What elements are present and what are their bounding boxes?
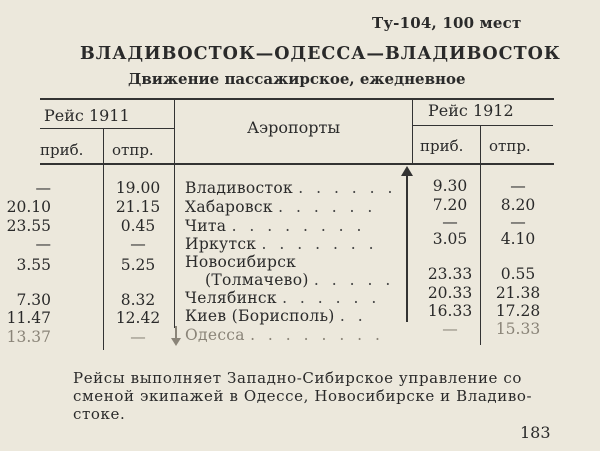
table-cell: 9.30 bbox=[432, 177, 468, 195]
table-cell: 11.47 bbox=[6, 309, 51, 327]
airport-name: Владивосток . . . . . . bbox=[185, 179, 397, 197]
right-arr-label: приб. bbox=[420, 137, 464, 155]
airport-name-secondary: (Толмачево) . . . . . bbox=[205, 271, 395, 289]
table-cell: 21.38 bbox=[495, 284, 541, 302]
airport-name: Чита . . . . . . . . bbox=[185, 217, 366, 235]
table-cell: — bbox=[130, 328, 146, 346]
table-cell: 0.55 bbox=[500, 265, 536, 283]
table-cell: 7.30 bbox=[16, 291, 51, 309]
airport-name: Хабаровск . . . . . . bbox=[185, 198, 377, 216]
table-cell: 5.25 bbox=[120, 256, 156, 274]
route-title: ВЛАДИВОСТОК—ОДЕССА—ВЛАДИВОСТОК bbox=[80, 44, 561, 64]
airport-name: Одесса . . . . . . . . bbox=[185, 326, 384, 344]
table-cell: — bbox=[35, 179, 51, 197]
table-cell: 21.15 bbox=[115, 198, 161, 216]
route-subtitle: Движение пассажирское, ежедневное bbox=[128, 70, 466, 88]
table-cell: 23.33 bbox=[427, 265, 473, 283]
airport-name: Киев (Борисполь) . . bbox=[185, 307, 367, 325]
table-cell: 13.37 bbox=[6, 328, 51, 346]
table-cell: 15.33 bbox=[495, 320, 541, 338]
table-cell: — bbox=[130, 235, 146, 253]
direction-down-arrow-icon bbox=[175, 326, 177, 340]
table-cell: 20.10 bbox=[6, 198, 51, 216]
aircraft-type: Ту-104, 100 мест bbox=[372, 14, 522, 32]
vline-right-1 bbox=[412, 98, 413, 163]
table-top-rule bbox=[40, 98, 554, 100]
table-cell: — bbox=[442, 213, 458, 231]
table-cell: 17.28 bbox=[495, 302, 541, 320]
left-dep-label: отпр. bbox=[112, 141, 154, 159]
vline-left-2 bbox=[174, 98, 175, 328]
table-cell: 3.05 bbox=[432, 230, 468, 248]
table-cell: 23.55 bbox=[6, 217, 51, 235]
table-cell: 16.33 bbox=[427, 302, 473, 320]
airport-name: Иркутск . . . . . . . bbox=[185, 235, 378, 253]
airports-header: Аэропорты bbox=[247, 118, 341, 137]
flight-right-label: Рейс 1912 bbox=[428, 101, 514, 120]
right-dep-label: отпр. bbox=[489, 137, 531, 155]
direction-up-arrow-icon bbox=[406, 172, 408, 322]
table-cell: 8.32 bbox=[120, 291, 156, 309]
footnote-line: стоке. bbox=[73, 405, 126, 423]
table-cell: 7.20 bbox=[432, 196, 468, 214]
page-number: 183 bbox=[520, 423, 551, 442]
table-cell: 3.55 bbox=[16, 256, 51, 274]
airport-name: Челябинск . . . . . . bbox=[185, 289, 381, 307]
table-cell: 4.10 bbox=[500, 230, 536, 248]
table-cell: 12.42 bbox=[115, 309, 161, 327]
header-bottom-rule bbox=[40, 163, 554, 165]
footnote-line: сменой экипажей в Одессе, Новосибирске и Владиво- bbox=[73, 387, 533, 405]
table-cell: — bbox=[510, 177, 526, 195]
footnote-line: Рейсы выполняет Западно-Сибирское управление со bbox=[73, 369, 523, 387]
left-arr-label: приб. bbox=[40, 141, 84, 159]
table-cell: 8.20 bbox=[500, 196, 536, 214]
table-cell: — bbox=[35, 235, 51, 253]
table-cell: 19.00 bbox=[115, 179, 161, 197]
table-cell: — bbox=[442, 320, 458, 338]
right-flight-underline bbox=[413, 125, 553, 126]
airport-name: Новосибирск bbox=[185, 253, 297, 271]
table-cell: 20.33 bbox=[427, 284, 473, 302]
table-cell: — bbox=[510, 213, 526, 231]
flight-left-label: Рейс 1911 bbox=[44, 106, 130, 125]
table-cell: 0.45 bbox=[120, 217, 156, 235]
left-flight-underline bbox=[40, 128, 174, 129]
